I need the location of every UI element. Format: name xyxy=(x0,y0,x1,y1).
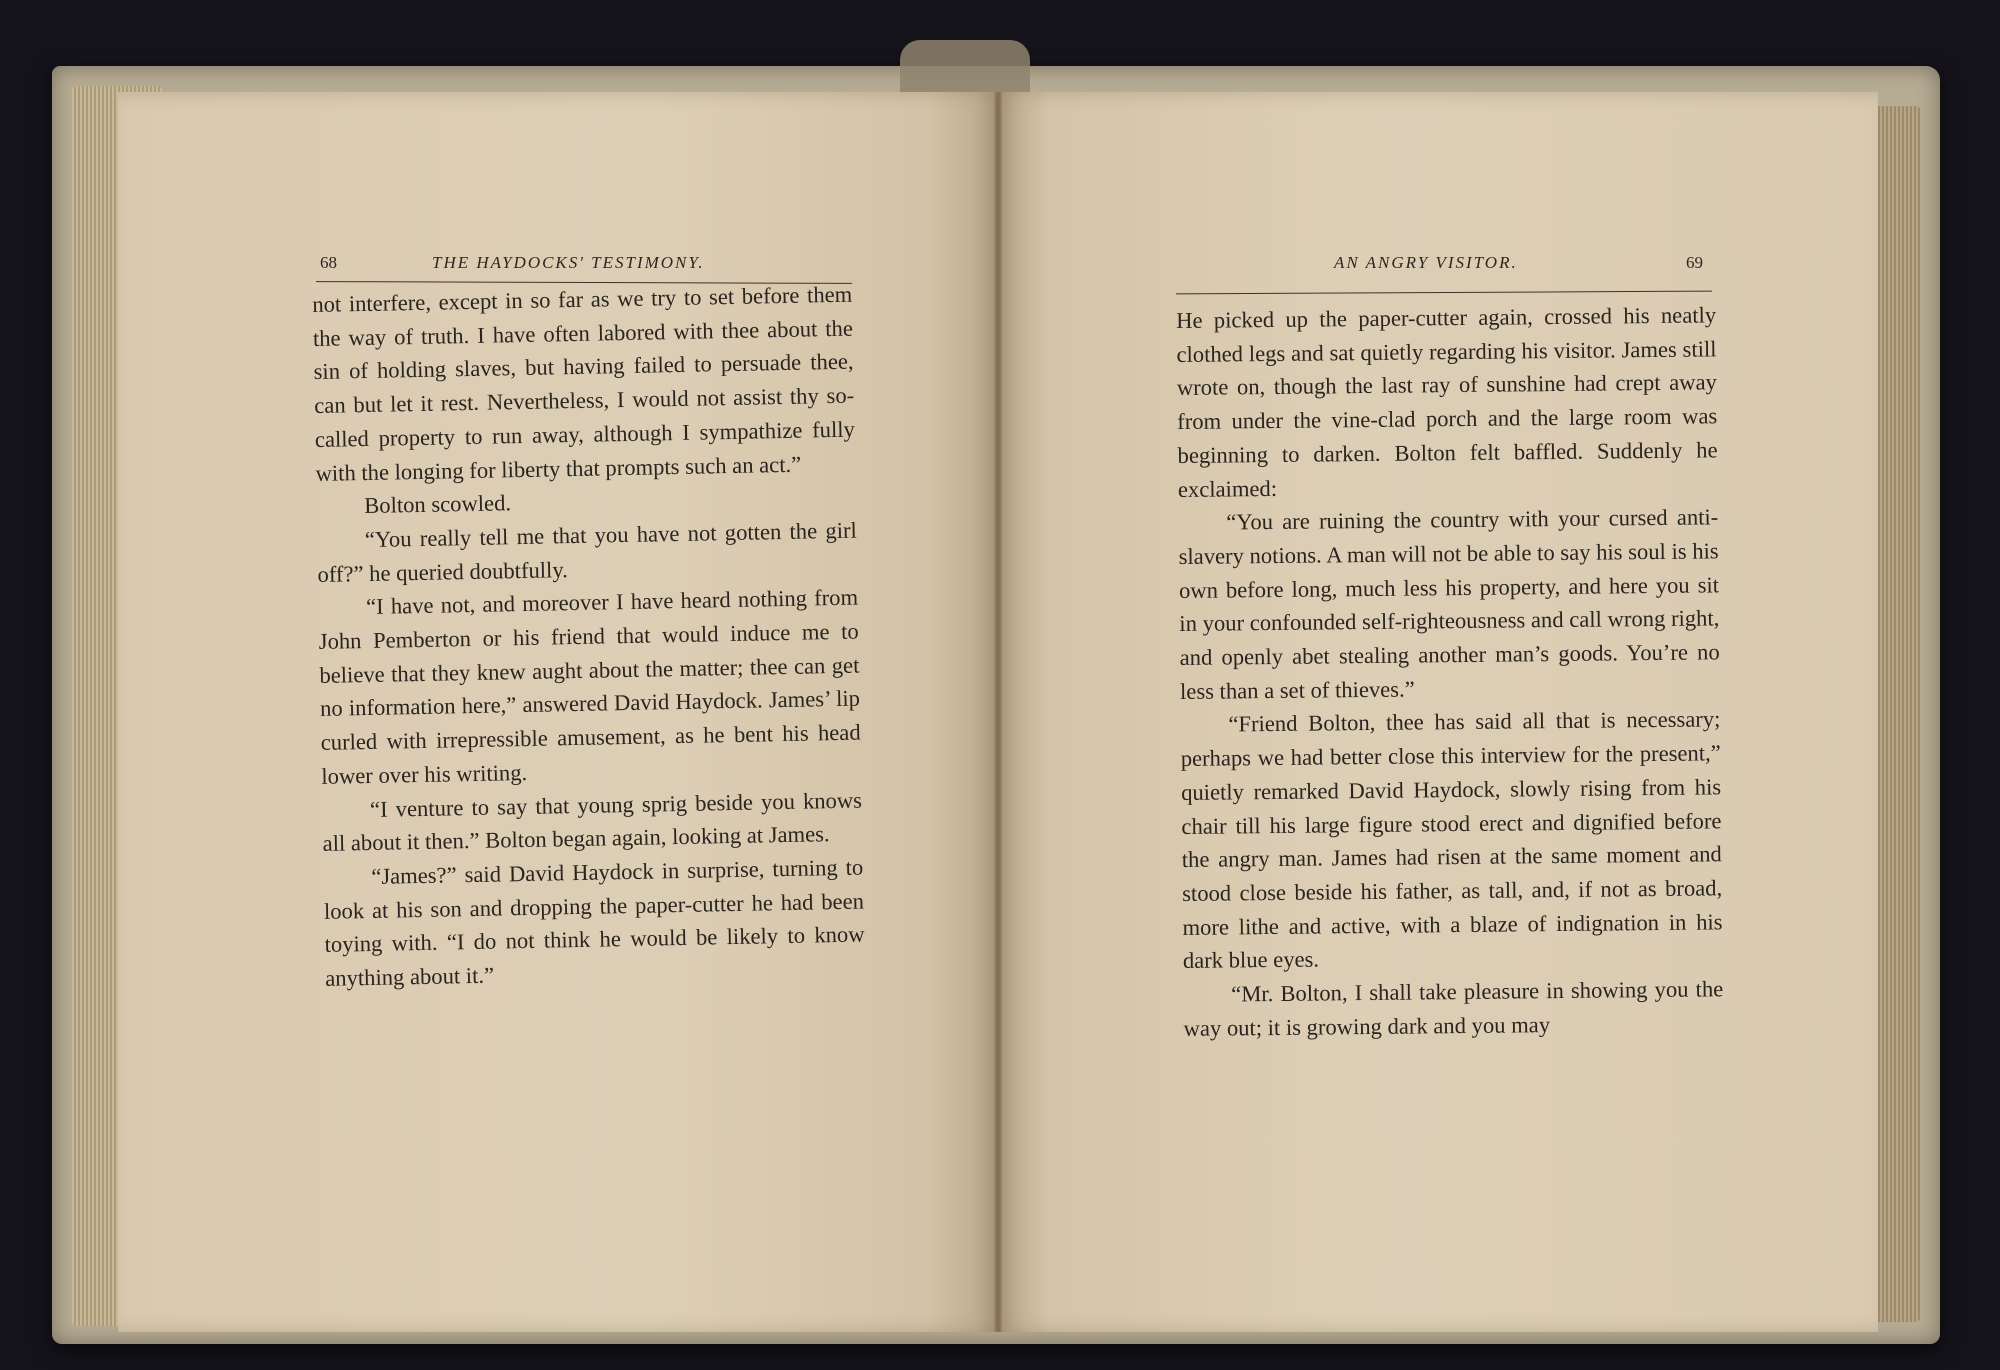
left-page-number: 68 xyxy=(320,253,337,272)
right-page-header xyxy=(1178,253,1710,287)
left-page-text xyxy=(312,278,865,996)
left-running-head: THE HAYDOCKS' TESTIMONY. xyxy=(432,253,705,272)
paragraph: He picked up the paper-cutter again, crossed his neatly clothed legs and sat quietly regarding his visitor. James still wrote on, though the last ray of sunshine had crept away from under the vine-clad porch and the large room was beginning to darken. Bolton felt baffled. Suddenly he exclaimed: xyxy=(1176,302,1718,502)
right-page-edges xyxy=(1872,106,1920,1322)
paragraph: Bolton scowled. xyxy=(363,490,512,519)
right-running-head: AN ANGRY VISITOR. xyxy=(1334,253,1518,272)
paragraph: “Friend Bolton, thee has said all that is necessary; perhaps we had better close this interview for the present,” quietly remarked David Haydock, slowly rising from his chair till his large figure stood erect and dignified before the angry man. James had risen at the same moment and stood close beside his father, as tall, and, if not as broad, more lithe and active, with a blaze of indignation in his dark blue eyes. xyxy=(1180,706,1723,974)
paragraph: “James?” said David Haydock in surprise, turning to look at his son and dropping the paper-cutter he had been toying with. “I do not think he would be likely to know anything about it.” xyxy=(323,854,865,991)
book-gutter xyxy=(994,92,1002,1332)
paragraph: “You are ruining the country with your cursed anti-slavery notions. A man will not be able to say his soul is his own before long, much less his property, and here you sit in your confounded self-righteousness and call wrong right, and openly abet stealing another man’s goods. You’re no less than a set of thieves.” xyxy=(1178,504,1720,704)
paragraph: “I have not, and moreover I have heard nothing from John Pemberton or his friend that would induce me to believe that they knew aught about the matter; thee can get no information here,” answered David Haydock. James’ lip curled with irrepressible amusement, as he bent his head lower over his writing. xyxy=(318,584,861,789)
paragraph: “Mr. Bolton, I shall take pleasure in showing you the way out; it is growing dark and you may xyxy=(1183,976,1724,1041)
right-page-number: 69 xyxy=(1686,253,1703,272)
paragraph: not interfere, except in so far as we try to set before them the way of truth. I have often labored with thee about the sin of holding slaves, but having failed to persuade thee, can but let it rest. Nevertheless, I would not assist thy so-called property to run away, although I sympathize fully with the longing for liberty that prompts such an act.” xyxy=(312,281,856,486)
paragraph: “You really tell me that you have not gotten the girl off?” he queried doubtfully. xyxy=(317,517,857,587)
worn-spine-top xyxy=(900,40,1030,100)
right-page-text xyxy=(1176,298,1724,1045)
paragraph: “I venture to say that young sprig beside you knows all about it then.” Bolton began again, looking at James. xyxy=(322,787,863,857)
